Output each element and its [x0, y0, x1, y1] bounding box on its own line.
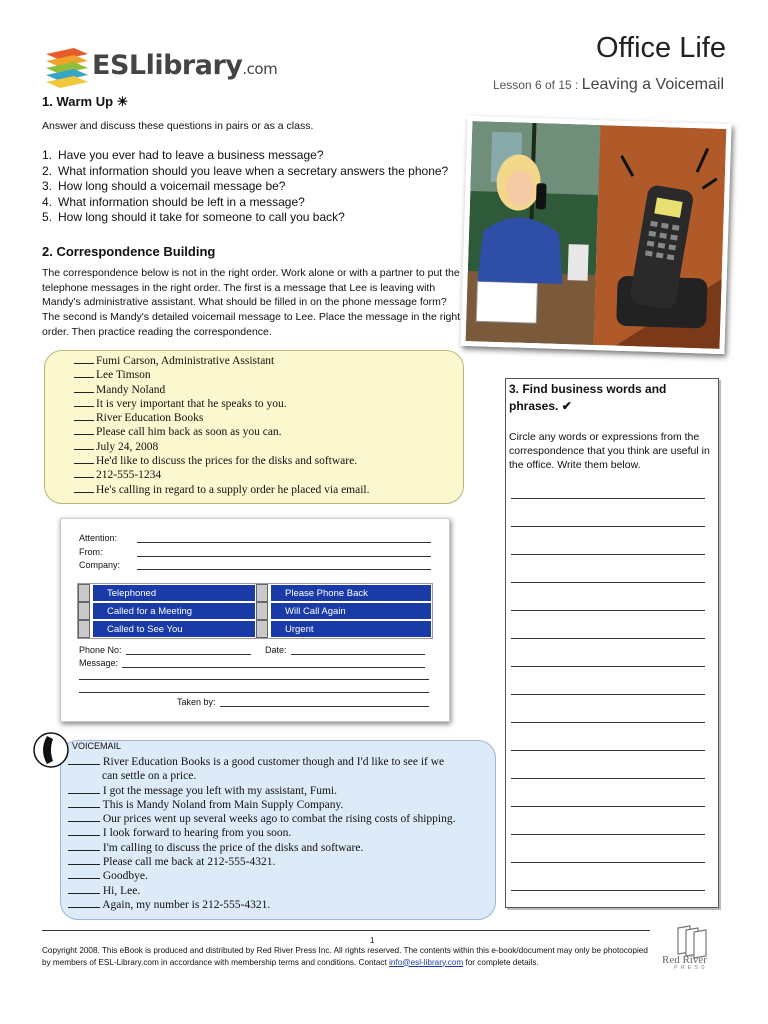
answer-blank[interactable]	[74, 411, 94, 421]
answer-blank[interactable]	[68, 869, 100, 879]
writing-line[interactable]	[511, 666, 705, 667]
answer-blank[interactable]	[74, 483, 94, 493]
answer-blank[interactable]	[74, 454, 94, 464]
list-item: Fumi Carson, Administrative Assistant	[74, 354, 370, 368]
writing-line[interactable]	[511, 638, 705, 639]
option-label: Called for a Meeting	[92, 602, 256, 620]
lesson-info: Lesson 6 of 15 : Leaving a Voicemail	[492, 76, 724, 93]
phone-handset-icon	[33, 728, 69, 772]
question-item: 4. What information should be left in a message?	[42, 194, 305, 209]
option-label: Urgent	[270, 620, 432, 638]
answer-blank[interactable]	[68, 812, 100, 822]
list-item-continuation: can settle on a price.	[102, 770, 197, 783]
voicemail-label: VOICEMAIL	[72, 741, 122, 751]
question-item: 2. What information should you leave when a secretary answers the phone?	[42, 163, 449, 178]
question-item: 3. How long should a voicemail message be?	[42, 179, 286, 193]
company-field[interactable]: Company:	[79, 560, 431, 570]
list-item: Goodbye.	[68, 869, 455, 883]
list-item: He'd like to discuss the prices for the disks and software.	[74, 454, 370, 468]
answer-blank[interactable]	[74, 425, 94, 435]
option-label: Telephoned	[92, 584, 256, 602]
see-you-checkbox[interactable]	[78, 620, 90, 638]
phone-message-form	[60, 518, 450, 722]
answer-blank[interactable]	[68, 826, 100, 836]
writing-line[interactable]	[511, 610, 705, 611]
warmup-intro: Answer and discuss these questions in pairs or as a class.	[42, 120, 314, 132]
message-field[interactable]: Message:	[79, 658, 425, 668]
footer-divider	[42, 930, 650, 931]
answer-blank[interactable]	[74, 383, 94, 393]
answer-blank[interactable]	[74, 368, 94, 378]
writing-line[interactable]	[511, 834, 705, 835]
list-item: 212-555-1234	[74, 468, 370, 482]
list-item: Please call him back as soon as you can.	[74, 425, 370, 439]
list-item: Please call me back at 212-555-4321.	[68, 855, 455, 869]
meeting-checkbox[interactable]	[78, 602, 90, 620]
answer-blank[interactable]	[74, 354, 94, 364]
answer-blank[interactable]	[74, 468, 94, 478]
list-item: I'm calling to discuss the price of the disks and software.	[68, 841, 455, 855]
voicemail-list	[68, 755, 455, 912]
writing-line[interactable]	[511, 722, 705, 723]
writing-line[interactable]	[511, 526, 705, 527]
answer-blank[interactable]	[74, 397, 94, 407]
urgent-checkbox[interactable]	[256, 620, 268, 638]
telephoned-checkbox[interactable]	[78, 584, 90, 602]
list-item: He's calling in regard to a supply order he placed via email.	[74, 483, 370, 497]
writing-line[interactable]	[511, 498, 705, 499]
page-number: 1	[370, 936, 375, 945]
message-options-grid	[77, 583, 433, 639]
list-item: This is Mandy Noland from Main Supply Company.	[68, 798, 455, 812]
taken-by-field[interactable]: Taken by:	[177, 697, 429, 707]
lesson-title: Leaving a Voicemail	[581, 76, 724, 93]
option-label: Called to See You	[92, 620, 256, 638]
list-item: July 24, 2008	[74, 440, 370, 454]
list-item: Mandy Noland	[74, 383, 370, 397]
question-item: 5. How long should it take for someone to call you back?	[42, 210, 345, 224]
option-label: Please Phone Back	[270, 584, 432, 602]
correspondence-heading: 2. Correspondence Building	[42, 244, 216, 259]
warmup-heading: 1. Warm Up ☀	[42, 94, 129, 109]
message-line[interactable]	[79, 684, 429, 693]
office-phone-image	[466, 121, 727, 349]
answer-blank[interactable]	[68, 855, 100, 865]
correspondence-instructions: The correspondence below is not in the right order. Work alone or with a partner to put the telephone messages in the right order. The first is a message that Lee is leaving with Mandy's administrative assistant. What should be filled in on the phone message form? The second is Mandy's detailed voicemail message to Lee. Place the message in the right order. Then practice reading the correspondence.	[42, 267, 461, 338]
list-item: Lee Timson	[74, 368, 370, 382]
writing-line[interactable]	[511, 554, 705, 555]
writing-line[interactable]	[511, 862, 705, 863]
warmup-questions	[42, 148, 448, 226]
list-item: It is very important that he speaks to you.	[74, 397, 370, 411]
answer-blank[interactable]	[68, 798, 100, 808]
answer-blank[interactable]	[68, 755, 100, 765]
course-title: Office Life	[595, 32, 726, 64]
site-logo: ESLlibrary.com	[92, 50, 278, 81]
writing-line[interactable]	[511, 778, 705, 779]
business-words-instructions: Circle any words or expressions from the correspondence that you think are useful in the office. Write them below.	[509, 431, 710, 471]
list-item: Again, my number is 212-555-4321.	[68, 898, 455, 912]
option-label: Will Call Again	[270, 602, 432, 620]
writing-line[interactable]	[511, 890, 705, 891]
call-again-checkbox[interactable]	[256, 602, 268, 620]
contact-email-link[interactable]: info@esl-library.com	[389, 957, 464, 967]
answer-blank[interactable]	[68, 784, 100, 794]
list-item: Hi, Lee.	[68, 884, 455, 898]
attention-field[interactable]: Attention:	[79, 533, 431, 543]
writing-line[interactable]	[511, 694, 705, 695]
copyright-notice: Copyright 2008. This eBook is produced and distributed by Red River Press Inc. All rights reserved. The contents within this e-book/document may only be photocopied by members of ESL-Library.com in accordance with membership terms and conditions. Contact info@esl-library.com for complete details.	[42, 946, 648, 967]
date-field[interactable]: Date:	[265, 645, 425, 655]
list-item: I got the message you left with my assistant, Fumi.	[68, 784, 455, 798]
from-field[interactable]: From:	[79, 547, 431, 557]
office-illustration	[460, 116, 731, 354]
writing-line[interactable]	[511, 806, 705, 807]
answer-blank[interactable]	[68, 841, 100, 851]
list-item: Our prices went up several weeks ago to combat the rising costs of shipping.	[68, 812, 455, 826]
question-item: 1. Have you ever had to leave a business message?	[42, 148, 324, 162]
list-item: River Education Books is a good customer though and I'd like to see if we	[68, 755, 455, 769]
writing-line[interactable]	[511, 750, 705, 751]
phone-number-field[interactable]: Phone No:	[79, 645, 251, 655]
correspondence-list	[74, 354, 370, 497]
publisher-name: Red River	[662, 954, 707, 966]
answer-blank[interactable]	[68, 884, 100, 894]
business-words-heading: 3. Find business words and phrases. ✔	[509, 382, 667, 413]
writing-line[interactable]	[511, 582, 705, 583]
list-item: River Education Books	[74, 411, 370, 425]
list-item: I look forward to hearing from you soon.	[68, 826, 455, 840]
phone-back-checkbox[interactable]	[256, 584, 268, 602]
answer-blank[interactable]	[68, 898, 100, 908]
publisher-subtitle: PRESS	[674, 965, 708, 971]
message-line[interactable]	[79, 671, 429, 680]
answer-blank[interactable]	[74, 440, 94, 450]
